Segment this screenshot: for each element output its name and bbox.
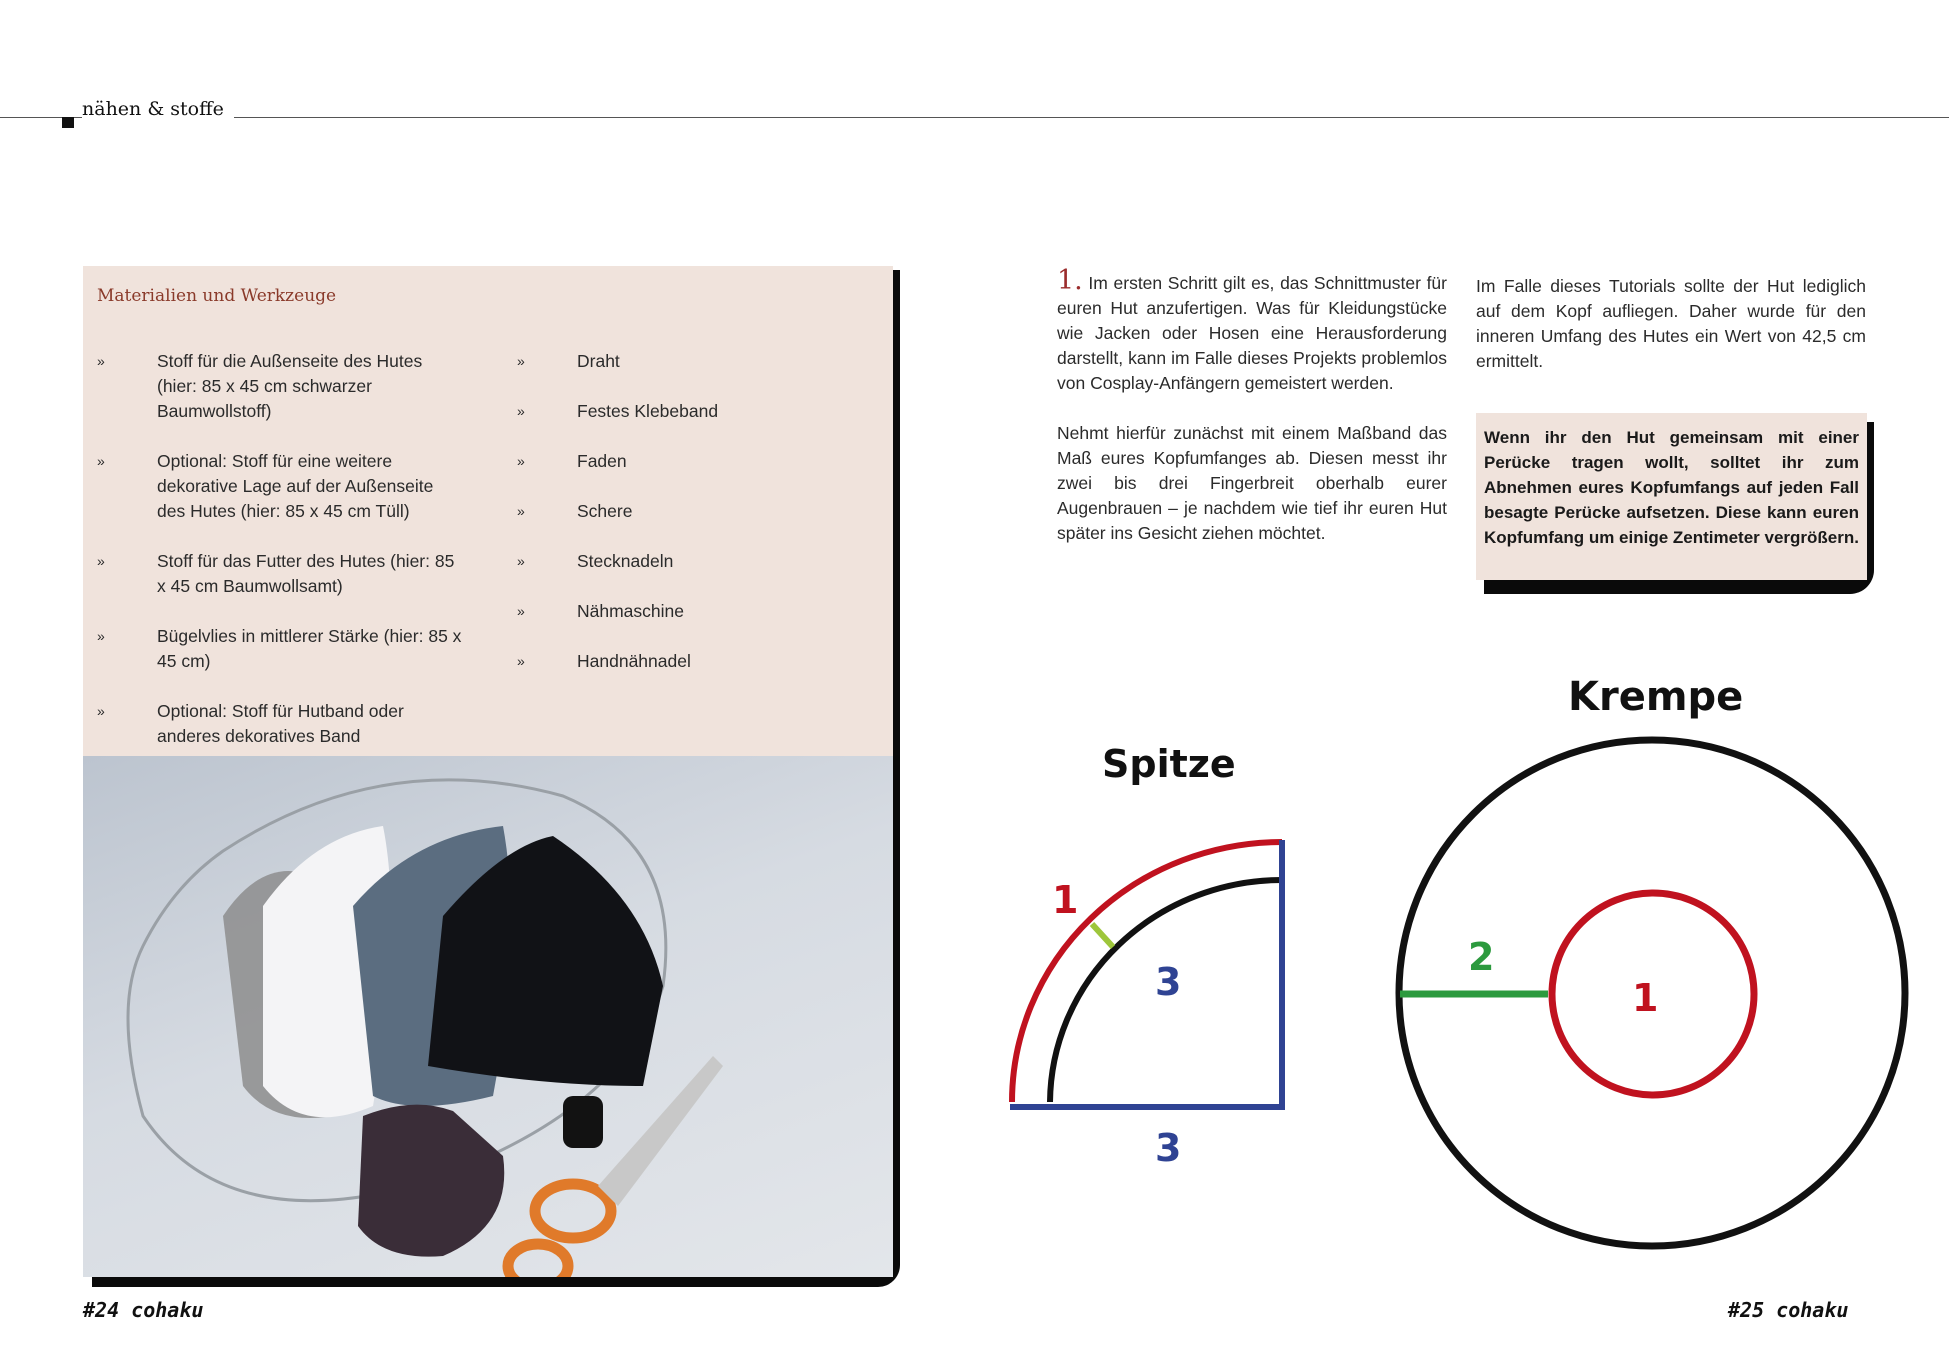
step-number: 1. — [1057, 265, 1083, 296]
item-text: Nähmaschine — [577, 601, 684, 621]
bullet: » — [97, 353, 105, 369]
item-text: Faden — [577, 451, 627, 471]
section-label: nähen & stoffe — [82, 98, 234, 120]
bullet: » — [517, 553, 525, 569]
bullet: » — [97, 703, 105, 719]
step1-paragraph-2: Nehmt hierfür zunächst mit einem Maßband das Maß eures Kopfumfanges ab. Diesen messt ihr zwei bis drei Fingerbreit oberhalb eurer Augenbrauen – je nachdem wie tief ihr euren Hut später ins Gesicht ziehen möchtet. — [1057, 423, 1447, 543]
krempe-title: Krempe — [1568, 674, 1744, 720]
spitze-seam-allowance — [1092, 924, 1113, 947]
item-text: Optional: Stoff für eine weitere dekorative Lage auf der Außenseite des Hutes (hier: 85 x 45 cm Tüll) — [157, 451, 434, 521]
krempe-label-2: 2 — [1468, 935, 1495, 979]
materials-title: Materialien und Werkzeuge — [97, 286, 337, 306]
spitze-label-1: 1 — [1052, 878, 1079, 922]
bullet: » — [517, 353, 525, 369]
tip-text: Wenn ihr den Hut gemeinsam mit einer Perücke tragen wollt, solltet ihr zum Abnehmen eures Kopfumfangs auf jeden Fall besagte Perücke aufsetzen. Diese kann euren Kopfumfang um einige Zentimeter vergrößern. — [1484, 428, 1859, 547]
item-text: Schere — [577, 501, 633, 521]
bullet: » — [97, 628, 105, 644]
bullet: » — [97, 553, 105, 569]
bullet: » — [517, 503, 525, 519]
bullet: » — [517, 403, 525, 419]
item-text: Handnähnadel — [577, 651, 691, 671]
step1-text-1: Im ersten Schritt gilt es, das Schnittmuster für euren Hut anzufertigen. Was für Kleidungstücke wie Jacken oder Hosen eine Herausforderung darstellt, kann im Falle dieses Projekts problemlos von Cosplay-Anfängern gemeistert werden. — [1057, 273, 1447, 393]
spitze-title: Spitze — [1102, 742, 1236, 786]
item-text: Draht — [577, 351, 620, 371]
spitze-label-3-bottom: 3 — [1155, 1126, 1182, 1170]
page-number-right: #25 cohaku — [1728, 1298, 1849, 1322]
item-text: Stecknadeln — [577, 551, 674, 571]
bullet: » — [517, 603, 525, 619]
item-text: Stoff für das Futter des Hutes (hier: 85 x 45 cm Baumwollsamt) — [157, 551, 455, 596]
item-text: Bügelvlies in mittlerer Stärke (hier: 85 x 45 cm) — [157, 626, 462, 671]
page-number-left: #24 cohaku — [83, 1298, 204, 1322]
step1-paragraph-3: Im Falle dieses Tutorials sollte der Hut lediglich auf dem Kopf aufliegen. Daher wurde für den inneren Umfang des Hutes ein Wert von 42,5 cm ermittelt. — [1476, 276, 1866, 371]
item-text: Festes Klebeband — [577, 401, 719, 421]
bullet: » — [517, 453, 525, 469]
bullet: » — [517, 653, 525, 669]
bullet: » — [97, 453, 105, 469]
item-text: Optional: Stoff für Hutband oder anderes dekoratives Band — [157, 701, 404, 746]
spitze-label-3-inner: 3 — [1155, 960, 1182, 1004]
krempe-label-1: 1 — [1632, 976, 1659, 1020]
item-text: Stoff für die Außenseite des Hutes (hier: 85 x 45 cm schwarzer Baumwollstoff) — [157, 351, 423, 421]
